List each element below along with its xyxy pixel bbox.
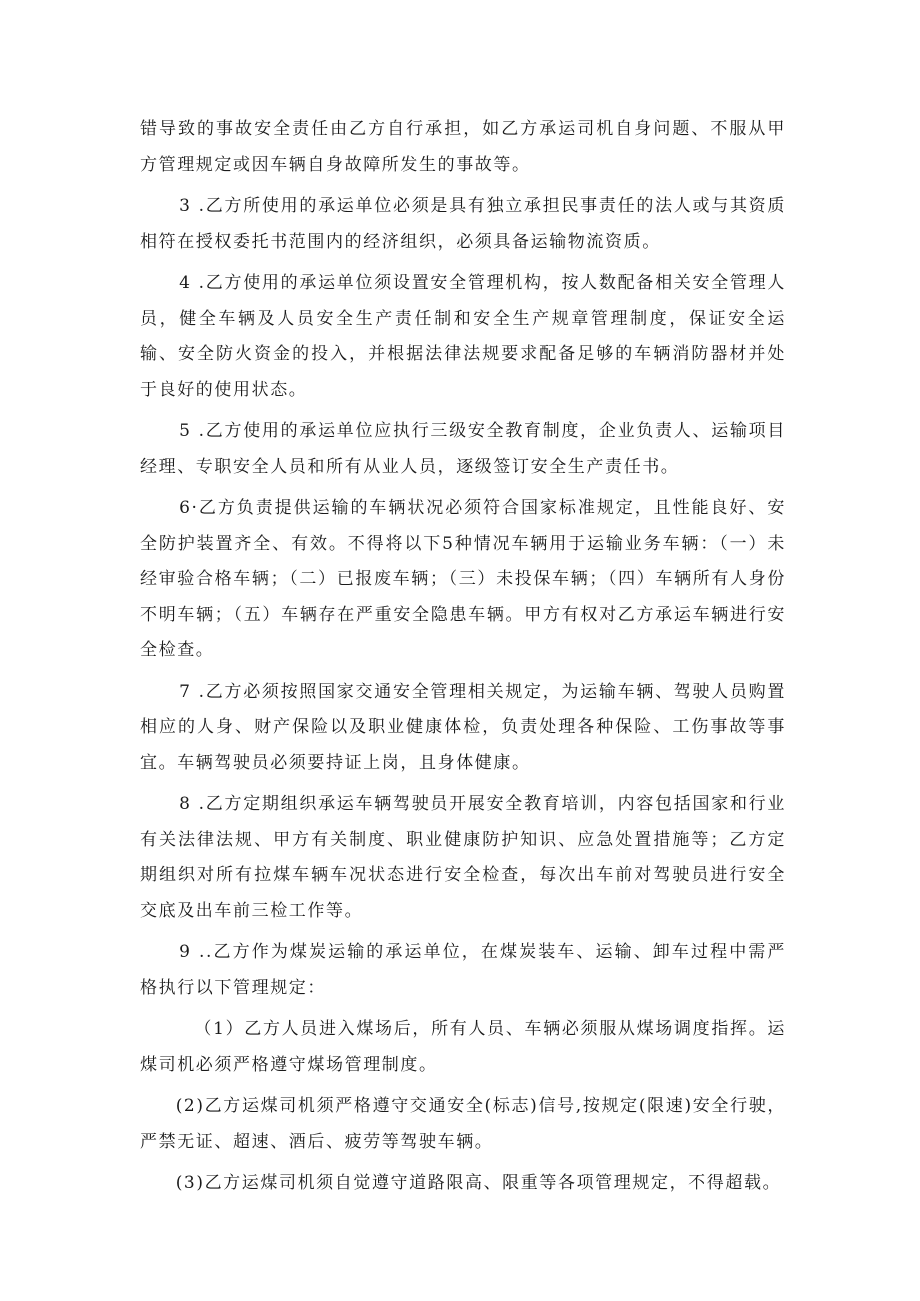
paragraph-sub-item-1: （1）乙方人员进入煤场后，所有人员、车辆必须服从煤场调度指挥。运煤司机必须严格遵守煤场管理制度。 <box>140 1019 786 1075</box>
paragraph-sub-item-2: (2)乙方运煤司机须严格遵守交通安全(标志)信号,按规定(限速)安全行驶，严禁无证、超速、酒后、疲劳等驾驶车辆。 <box>140 1096 786 1152</box>
document-body <box>140 112 786 1208</box>
paragraph-item-4: 4 .乙方使用的承运单位须设置安全管理机构，按人数配备相关安全管理人员，健全车辆及人员安全生产责任制和安全生产规章管理制度，保证安全运输、安全防火资金的投入，并根据法律法规要求配备足够的车辆消防器材并处于良好的使用状态。 <box>140 273 786 400</box>
paragraph-item-3: 3 .乙方所使用的承运单位必须是具有独立承担民事责任的法人或与其资质相符在授权委托书范围内的经济组织，必须具备运输物流资质。 <box>140 196 786 252</box>
paragraph-item-9: 9 ..乙方作为煤炭运输的承运单位，在煤炭装车、运输、卸车过程中需严格执行以下管理规定： <box>140 942 786 998</box>
paragraph-continuation: 错导致的事故安全责任由乙方自行承担，如乙方承运司机自身问题、不服从甲方管理规定或因车辆自身故障所发生的事故等。 <box>140 119 786 175</box>
paragraph-item-8: 8 .乙方定期组织承运车辆驾驶员开展安全教育培训，内容包括国家和行业有关法律法规、甲方有关制度、职业健康防护知识、应急处置措施等；乙方定期组织对所有拉煤车辆车况状态进行安全检查，每次出车前对驾驶员进行安全交底及出车前三检工作等。 <box>140 794 786 921</box>
paragraph-item-5: 5 .乙方使用的承运单位应执行三级安全教育制度，企业负责人、运输项目经理、专职安全人员和所有从业人员，逐级签订安全生产责任书。 <box>140 421 786 477</box>
paragraph-sub-item-3: (3)乙方运煤司机须自觉遵守道路限高、限重等各项管理规定，不得超载。 <box>175 1173 782 1193</box>
paragraph-item-6: 6·乙方负责提供运输的车辆状况必须符合国家标准规定，且性能良好、安全防护装置齐全、有效。不得将以下5种情况车辆用于运输业务车辆：（一）未经审验合格车辆；（二）已报废车辆；（三）未投保车辆；（四）车辆所有人身份不明车辆；（五）车辆存在严重安全隐患车辆。甲方有权对乙方承运车辆进行安全检查。 <box>140 498 786 660</box>
paragraph-item-7: 7 .乙方必须按照国家交通安全管理相关规定，为运输车辆、驾驶人员购置相应的人身、财产保险以及职业健康体检，负责处理各种保险、工伤事故等事宜。车辆驾驶员必须要持证上岗，且身体健康。 <box>140 681 786 773</box>
